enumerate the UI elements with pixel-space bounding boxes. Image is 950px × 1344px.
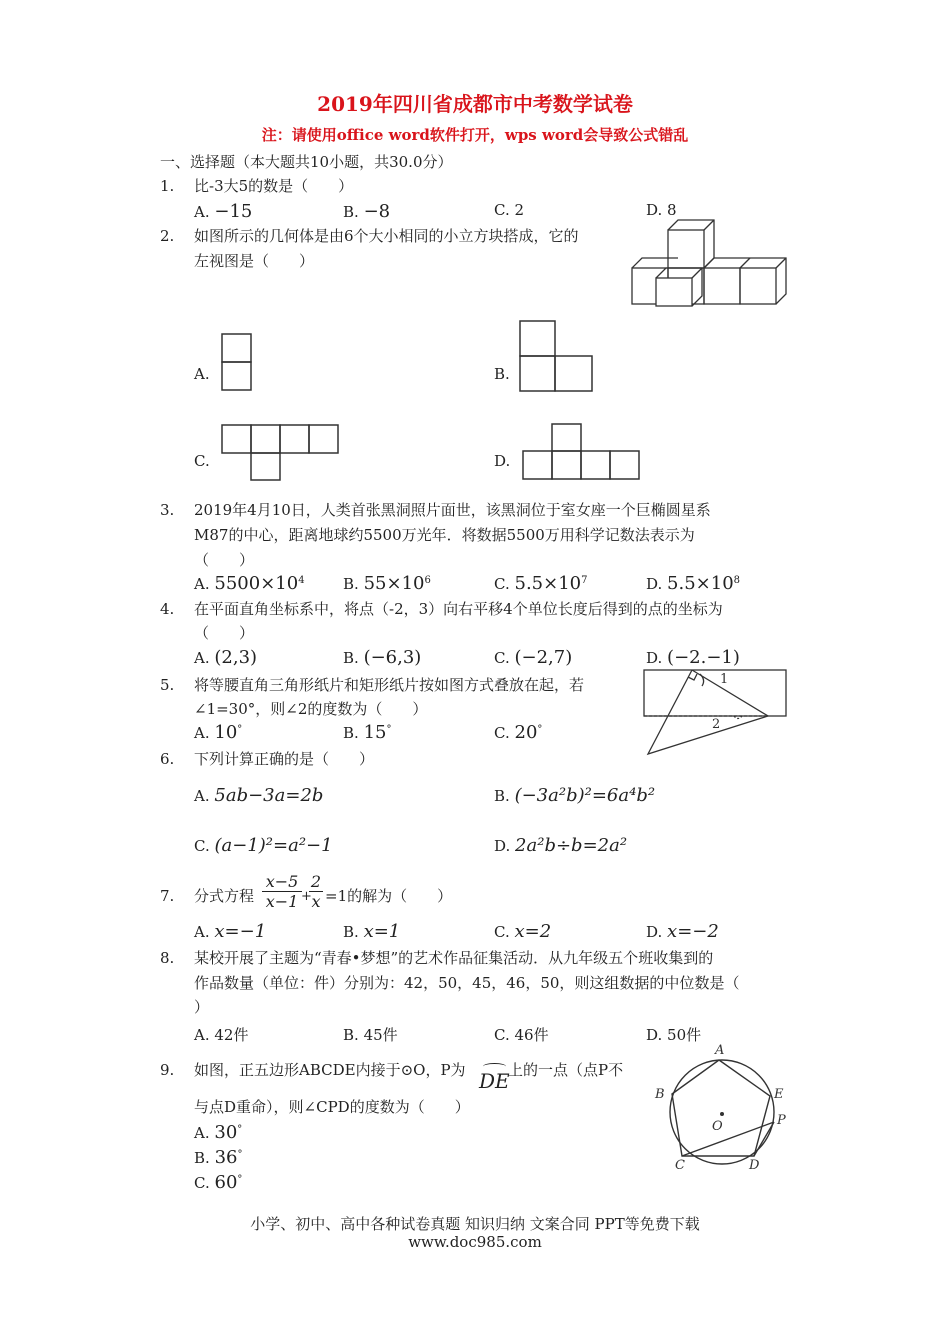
q3-option-c: C. $5.5\times 10^7$ (494, 573, 588, 594)
q9-label-a: A (715, 1043, 725, 1058)
q6-option-b: B. (−3a²b)²=6a⁴b² (494, 785, 656, 806)
q2-option-d-figure (522, 423, 642, 481)
section-heading: 一、选择题（本大题共10小题，共30.0分） (160, 153, 453, 171)
q3-text-line3: （ ） (194, 551, 255, 569)
q9-pentagon-circle-figure (652, 1038, 792, 1173)
q2-text-line2: 左视图是（ ） (194, 252, 315, 270)
q9-text-part1: 如图，正五边形ABCDE内接于⊙O，P为 (194, 1061, 466, 1079)
q7-number: 7. (160, 887, 175, 905)
q9-option-b: B. 36° (194, 1147, 243, 1168)
q7-option-a: A. x=−1 (194, 921, 267, 942)
q3-number: 3. (160, 501, 175, 519)
q6-option-c: C. (a−1)²=a²−1 (194, 835, 333, 856)
q3-option-a: A. $5500\times 10^4$ (194, 573, 305, 594)
q7-plus: + (301, 889, 312, 904)
q3-text-line1: 2019年4月10日，人类首张黑洞照片面世，该黑洞位于室女座一个巨椭圆星系 (194, 501, 711, 519)
q9-label-d: D (749, 1158, 760, 1173)
q7-option-c: C. x=2 (494, 921, 552, 942)
q2-option-b-figure (519, 320, 595, 392)
q2-solid-figure (628, 218, 790, 306)
warning-note: 注：请使用office word软件打开，wps word会导致公式错乱 (261, 126, 689, 144)
q9-arc-de: DE (479, 1063, 510, 1092)
q5-option-a: A. 10° (194, 722, 243, 743)
q5-number: 5. (160, 676, 175, 694)
q6-number: 6. (160, 750, 175, 768)
q5-triangle-figure (642, 668, 788, 758)
q8-text-line1: 某校开展了主题为“青春•梦想”的艺术作品征集活动．从九年级五个班收集到的 (194, 949, 714, 967)
q9-label-e: E (774, 1087, 784, 1102)
q1-option-c: C. 2 (494, 201, 525, 219)
q8-text-line3: ） (194, 998, 210, 1016)
q7-fraction-2: 2 x (310, 872, 322, 911)
q8-option-a: A. 42件 (194, 1026, 249, 1044)
q9-label-c: C (675, 1158, 685, 1173)
q1-number: 1. (160, 177, 175, 195)
q3-option-b: B. $55\times 10^6$ (343, 573, 431, 594)
q2-option-a: A. (194, 365, 210, 383)
q7-text-prefix: 分式方程 (194, 887, 255, 905)
q2-option-b: B. (494, 365, 510, 383)
q8-option-d: D. 50件 (646, 1026, 702, 1044)
q8-option-b: B. 45件 (343, 1026, 398, 1044)
q9-text-line2: 与点D重命），则∠CPD的度数为（ ） (194, 1098, 470, 1116)
q4-option-a: A. (2,3) (194, 647, 258, 668)
q9-label-b: B (655, 1087, 665, 1102)
q6-text: 下列计算正确的是（ ） (194, 750, 375, 768)
q4-text-line1: 在平面直角坐标系中，将点（-2，3）向右平移4个单位长度后得到的点的坐标为 (194, 600, 723, 618)
q5-angle-2-label: 2 (712, 717, 721, 732)
q9-label-p: P (777, 1113, 786, 1128)
q2-text-line1: 如图所示的几何体是由6个大小相同的小立方块搭成，它的 (194, 227, 579, 245)
q7-text-suffix: =1的解为（ ） (325, 887, 453, 905)
q5-text-line2: ∠1=30°，则∠2的度数为（ ） (194, 700, 428, 718)
q7-fraction-1: x−5 x−1 (262, 872, 302, 911)
footer-line1: 小学、初中、高中各种试卷真题 知识归纳 文案合同 PPT等免费下载 (250, 1215, 700, 1233)
q4-option-d: D. (−2.−1) (646, 647, 740, 668)
q2-option-c: C. (194, 452, 210, 470)
q4-option-b: B. (−6,3) (343, 647, 422, 668)
q8-number: 8. (160, 949, 175, 967)
q9-number: 9. (160, 1061, 175, 1079)
q4-option-c: C. (−2,7) (494, 647, 573, 668)
q2-option-a-figure (221, 333, 253, 391)
q1-option-a: A. −15 (194, 201, 253, 222)
q9-text-part2: 上的一点（点P不 (508, 1061, 624, 1079)
q2-option-d: D. (494, 452, 511, 470)
q3-option-d: D. $5.5\times 10^8$ (646, 573, 741, 594)
q9-option-c: C. 60° (194, 1172, 243, 1193)
footer-url[interactable]: www.doc985.com (408, 1233, 542, 1251)
q1-text: 比-3大5的数是（ ） (194, 177, 354, 195)
q2-number: 2. (160, 227, 175, 245)
q9-label-o: O (712, 1119, 723, 1134)
q7-option-b: B. x=1 (343, 921, 401, 942)
q7-option-d: D. x=−2 (646, 921, 719, 942)
q5-angle-1-label: 1 (720, 672, 729, 687)
q8-option-c: C. 46件 (494, 1026, 549, 1044)
q4-number: 4. (160, 600, 175, 618)
q3-text-line2: M87的中心，距离地球约5500万光年．将数据5500万用科学记数法表示为 (194, 526, 695, 544)
q5-text-line1: 将等腰直角三角形纸片和矩形纸片按如图方式叠放在起，若 (194, 676, 585, 694)
q5-option-b: B. 15° (343, 722, 392, 743)
q5-option-c: C. 20° (494, 722, 543, 743)
page-title: 2019年四川省成都市中考数学试卷 (317, 92, 633, 116)
q9-option-a: A. 30° (194, 1122, 243, 1143)
q2-option-c-figure (221, 424, 341, 482)
q1-option-b: B. −8 (343, 201, 391, 222)
q1-option-d: D. 8 (646, 201, 677, 219)
q6-option-d: D. 2a²b÷b=2a² (494, 835, 628, 856)
q4-text-line2: （ ） (194, 624, 255, 642)
q6-option-a: A. 5ab−3a=2b (194, 785, 324, 806)
q8-text-line2: 作品数量（单位：件）分别为：42，50，45，46，50，则这组数据的中位数是（ (194, 974, 740, 992)
